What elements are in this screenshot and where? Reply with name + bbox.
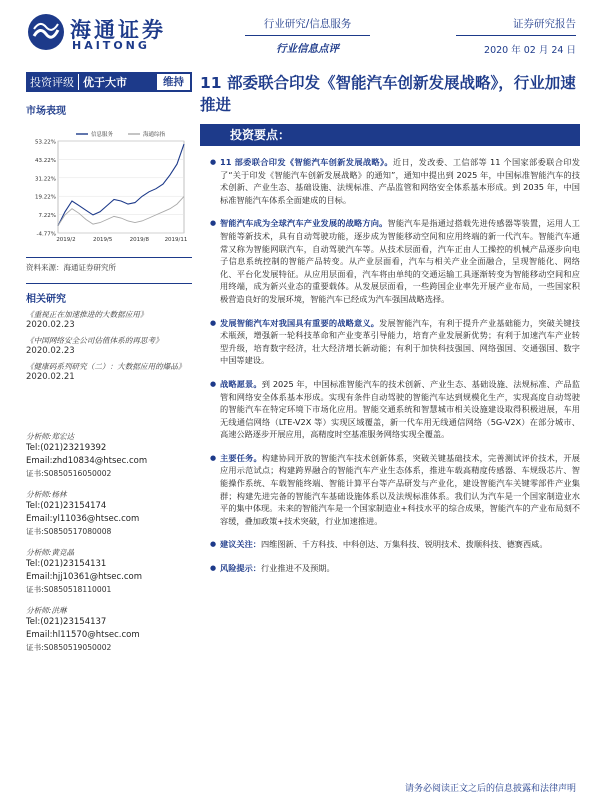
key-point-body: 近日，发改委、工信部等 11 个国家部委联合印发了“关于印发《智能汽车创新发展战略》的通知”，通知中提出到 2025 年，中国标准智能汽车的技术创新、产业生态、基础设施、法规标准、产品监管和网络安全体系基本形成。到 2035 年，中国标准智能汽车体系全面建成的目标。 xyxy=(220,157,580,205)
report-type: 证券研究报告 xyxy=(456,16,576,36)
rating-status: 维持 xyxy=(157,74,190,90)
related-item-title[interactable]: 《健康码系列研究（二）：大数据应用的爆品》 xyxy=(26,362,186,371)
key-point-body: 行业推进不及预期。 xyxy=(260,563,335,574)
key-point-lead: 发展智能汽车对我国具有重要的战略意义。 xyxy=(220,317,380,328)
market-performance-title: 市场表现 xyxy=(26,106,66,117)
key-points-list xyxy=(200,156,580,575)
analyst-cert: 证书:S0850519050002 xyxy=(26,643,112,652)
chart-x-tick-label: 2019/11 xyxy=(164,237,188,243)
analyst-tel: Tel:(021)23219392 xyxy=(26,443,107,453)
header-right-block xyxy=(456,16,576,56)
analyst-card xyxy=(26,605,192,653)
chart-source: 资料来源：海通证券研究所 xyxy=(26,257,192,273)
key-points-header: 投资要点： xyxy=(200,124,580,146)
report-header xyxy=(0,0,600,62)
main-content xyxy=(200,72,580,586)
logo-english-text: HAITONG xyxy=(72,39,150,52)
key-point xyxy=(210,538,580,551)
related-item-date: 2020.02.23 xyxy=(26,346,75,356)
chart-y-tick-label: 7.22% xyxy=(38,213,56,220)
market-chart xyxy=(26,127,192,247)
key-point xyxy=(210,217,580,305)
chart-y-tick-label: 53.22% xyxy=(35,139,56,146)
chart-frame xyxy=(58,141,184,233)
key-point-body: 四维图新、千方科技、中科创达、万集科技、锐明技术、拨顺科技、德赛西威。 xyxy=(260,539,548,550)
analyst-name: 分析师:杨林 xyxy=(26,490,67,499)
key-point-body: 构建协同开放的智能汽车技术创新体系，突破关键基础技术，完善测试评价技术，开展应用示范试点；构建跨界融合的智能汽车产业生态体系，推进车载高精度传感器、车规级芯片、智能操作系统、车载智能终端、智能计算平台等产品研发与产业化，建设智能汽车关键零部件产业集群；构建先进完备的智能汽车基础设施体系以及法规标准体系。我们认为汽车是一个国家制造业水平的集中体现。未来的智能汽车是一个国家制造业+科技水平的综合成果，智能汽车的产业布局刻不容缓，叠加政策+技术突破，行业加速推进。 xyxy=(220,452,580,526)
analyst-cert: 证书:S0850518110001 xyxy=(26,585,112,594)
header-category-block xyxy=(245,16,370,56)
key-point xyxy=(210,378,580,441)
market-chart-svg xyxy=(26,127,192,247)
key-point-body: 发展智能汽车，有利于提升产业基础能力，突破关键技术瓶颈，增强新一轮科技革命和产业变革引导能力，培育产业发展新优势；有利于加速汽车产业转型升级，培育数字经济，壮大经济增长新动能；有利于加快科技强国、网络强国、交通强国、数字中国等建设。 xyxy=(220,317,580,366)
chart-legend-label: 海通综指 xyxy=(143,132,166,138)
related-item[interactable] xyxy=(26,362,192,383)
company-logo xyxy=(26,10,186,54)
key-point xyxy=(210,452,580,528)
analyst-tel: Tel:(021)23154131 xyxy=(26,559,107,569)
analyst-email[interactable]: Email:hjj10361@htsec.com xyxy=(26,572,143,582)
analyst-name: 分析师:黄竞晶 xyxy=(26,548,75,557)
footer-disclaimer: 请务必阅读正文之后的信息披露和法律声明 xyxy=(404,784,576,794)
key-point-lead: 主要任务。 xyxy=(220,452,262,463)
left-sidebar xyxy=(26,72,192,663)
analyst-card xyxy=(26,431,192,479)
analyst-tel: Tel:(021)23154137 xyxy=(26,617,107,627)
key-point-body: 到 2025 年，中国标准智能汽车的技术创新、产业生态、基础设施、法规标准、产品监管和网络安全体系基本形成。实现有条件自动驾驶的智能汽车达到规模化生产，实现高度自动驾驶的智能汽车在特定环境下市场化应用。智能交通系统和智慧城市相关设施建设取得积极进展，车用无线通信网络（LTE-V2X 等）实现区域覆盖，新一代车用无线通信网络（5G-V2X）在部分城市、高速公路逐步开展应用，高精度时空基准服务网络实现全覆盖。 xyxy=(220,378,580,440)
related-item-title[interactable]: 《中国网络安全公司估值体系的再思考》 xyxy=(26,336,163,345)
analyst-tel: Tel:(021)23154174 xyxy=(26,501,107,511)
rating-value: 优于大市 xyxy=(78,74,131,90)
key-point xyxy=(210,156,580,206)
analyst-cert: 证书:S0850517080008 xyxy=(26,527,112,536)
analyst-list xyxy=(26,431,192,653)
key-point-lead: 风险提示： xyxy=(220,563,261,574)
key-point-lead: 战略愿景。 xyxy=(220,378,262,389)
key-point-lead: 11 部委联合印发《智能汽车创新发展战略》。 xyxy=(220,157,393,167)
key-point-body: 智能汽车是指通过搭载先进传感器等装置，运用人工智能等新技术，具有自动驾驶功能，逐步成为智能移动空间和应用终端的新一代汽车。智能汽车通常又称为智能网联汽车，自动驾驶汽车等。从技术层面看，汽车正由人工操控的机械产品逐步向电子信息系统控制的智能产品转变。从产业层面看，汽车与相关产业全面融合，呈现智能化、网络化、平台化发展特征。从应用层面看，汽车将由单纯的交通运输工具逐渐转变为智能移动空间和应用终端，成为新兴业态的重要载体。从发展层面看，一些跨国企业率先开展产业布局，一些国家积极营造良好的发展环境，智能汽车已经成为汽车强国战略选择。 xyxy=(220,218,580,304)
key-point-lead: 智能汽车成为全球汽车产业发展的战略方向。 xyxy=(220,218,388,229)
analyst-name: 分析师:郑宏达 xyxy=(26,432,75,441)
analyst-card xyxy=(26,547,192,595)
analyst-email[interactable]: Email:yl11036@htsec.com xyxy=(26,514,140,524)
chart-y-tick-label: 43.22% xyxy=(35,157,56,164)
chart-y-tick-label: -4.77% xyxy=(36,231,56,238)
rating-label: 投资评级 xyxy=(30,76,74,89)
analyst-cert: 证书:S0850516050002 xyxy=(26,469,112,478)
related-item[interactable] xyxy=(26,310,192,331)
key-point-lead: 建议关注： xyxy=(220,539,261,550)
analyst-name: 分析师:洪琳 xyxy=(26,606,67,615)
related-research-title: 相关研究 xyxy=(26,283,192,305)
chart-y-tick-label: 31.22% xyxy=(35,176,56,183)
related-item[interactable] xyxy=(26,336,192,357)
haitong-logo-icon xyxy=(26,12,66,52)
related-item-title[interactable]: 《重视正在加速推进的大数据应用》 xyxy=(26,310,148,319)
chart-y-tick-label: 19.22% xyxy=(35,194,56,201)
investment-rating-bar xyxy=(26,72,192,92)
key-point xyxy=(210,317,580,367)
chart-x-tick-label: 2019/2 xyxy=(56,237,76,243)
analyst-card xyxy=(26,489,192,537)
analyst-email[interactable]: Email:hl11570@htsec.com xyxy=(26,630,140,640)
related-item-date: 2020.02.21 xyxy=(26,372,75,382)
analyst-email[interactable]: Email:zhd10834@htsec.com xyxy=(26,456,148,466)
related-list xyxy=(26,310,192,383)
chart-legend-label: 信息服务 xyxy=(91,132,114,138)
report-subtitle: 行业信息点评 xyxy=(276,43,339,55)
report-title: 11 部委联合印发《智能汽车创新发展战略》，行业加速推进 xyxy=(200,74,576,114)
report-category: 行业研究/信息服务 xyxy=(245,16,370,36)
logo-chinese-text: 海通证券 xyxy=(70,17,166,42)
report-date: 2020 年 02 月 24 日 xyxy=(484,45,576,56)
chart-series-line xyxy=(58,144,184,226)
key-point xyxy=(210,562,580,575)
related-item-date: 2020.02.23 xyxy=(26,320,75,330)
chart-x-tick-label: 2019/8 xyxy=(129,237,150,243)
chart-x-tick-label: 2019/5 xyxy=(92,237,113,243)
